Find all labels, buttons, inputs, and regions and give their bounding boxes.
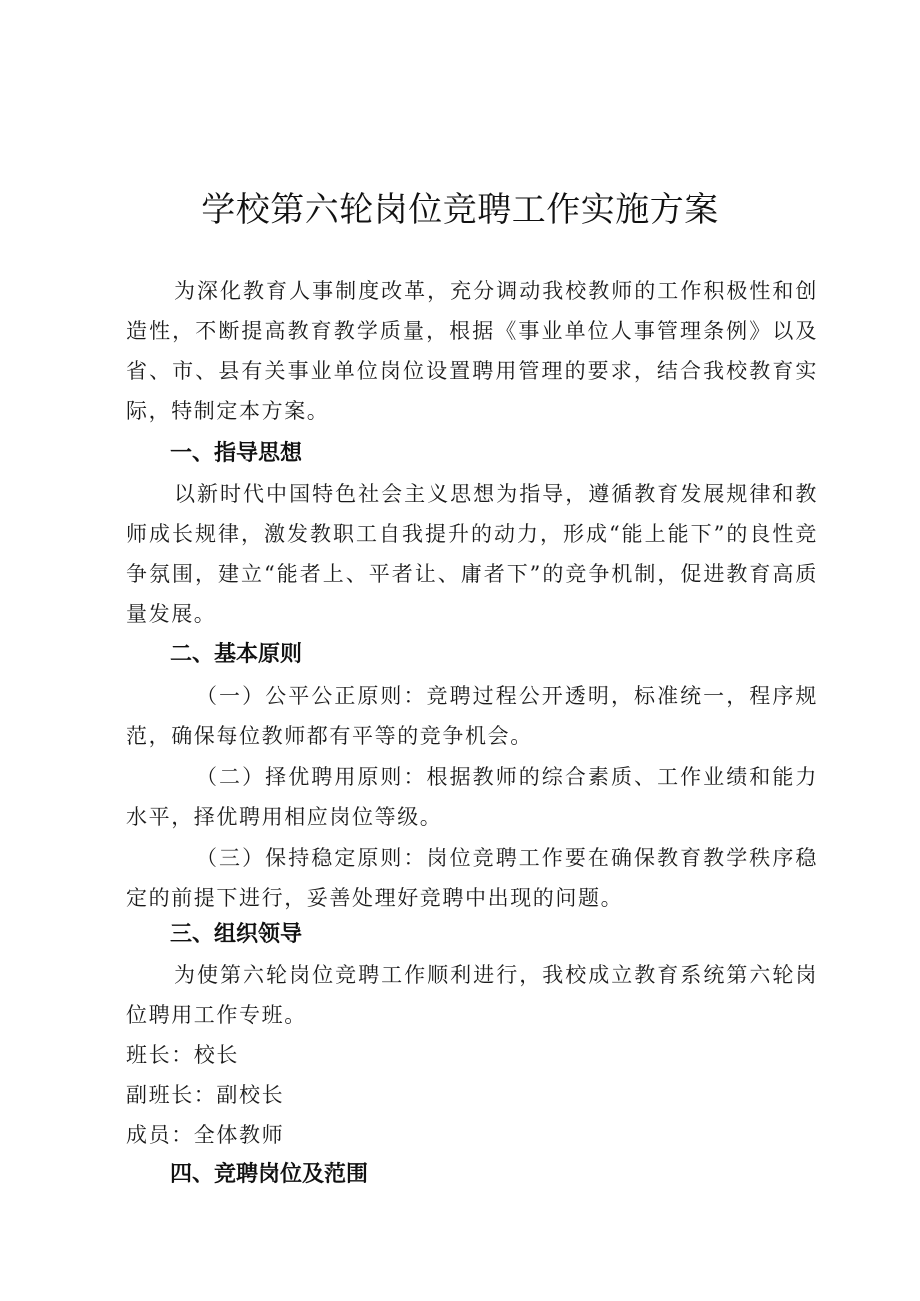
principle-item: （三）保持稳定原则：岗位竞聘工作要在确保教育教学秩序稳定的前提下进行，妥善处理好竞聘中出现的问题。: [126, 846, 818, 910]
intro-paragraph: 为深化教育人事制度改革，充分调动我校教师的工作积极性和创造性，不断提高教育教学质量，根据《事业单位人事管理条例》以及省、市、县有关事业单位岗位设置聘用管理的要求，结合我校教育实际，特制定本方案。: [126, 279, 818, 423]
member-line-deputy: 副班长：副校长: [126, 1083, 285, 1107]
organization-paragraph: 为使第六轮岗位竞聘工作顺利进行，我校成立教育系统第六轮岗位聘用工作专班。: [126, 963, 818, 1027]
section-heading-positions-scope: 四、竞聘岗位及范围: [170, 1162, 369, 1187]
member-line-members: 成员：全体教师: [126, 1123, 285, 1147]
principle-item: （二）择优聘用原则：根据教师的综合素质、工作业绩和能力水平，择优聘用相应岗位等级。: [126, 765, 818, 829]
section-heading-basic-principles: 二、基本原则: [170, 642, 303, 667]
guiding-ideology-paragraph: 以新时代中国特色社会主义思想为指导，遵循教育发展规律和教师成长规律，激发教职工自我提升的动力，形成“能上能下”的良性竞争氛围，建立“能者上、平者让、庸者下”的竞争机制，促进教育高质量发展。: [126, 482, 818, 626]
document-title: 学校第六轮岗位竞聘工作实施方案: [201, 190, 719, 230]
section-heading-organization: 三、组织领导: [170, 922, 303, 947]
section-heading-guiding-ideology: 一、指导思想: [170, 441, 303, 466]
principle-item: （一）公平公正原则：竞聘过程公开透明，标准统一，程序规范，确保每位教师都有平等的竞争机会。: [126, 684, 818, 748]
member-line-leader: 班长：校长: [126, 1043, 239, 1067]
